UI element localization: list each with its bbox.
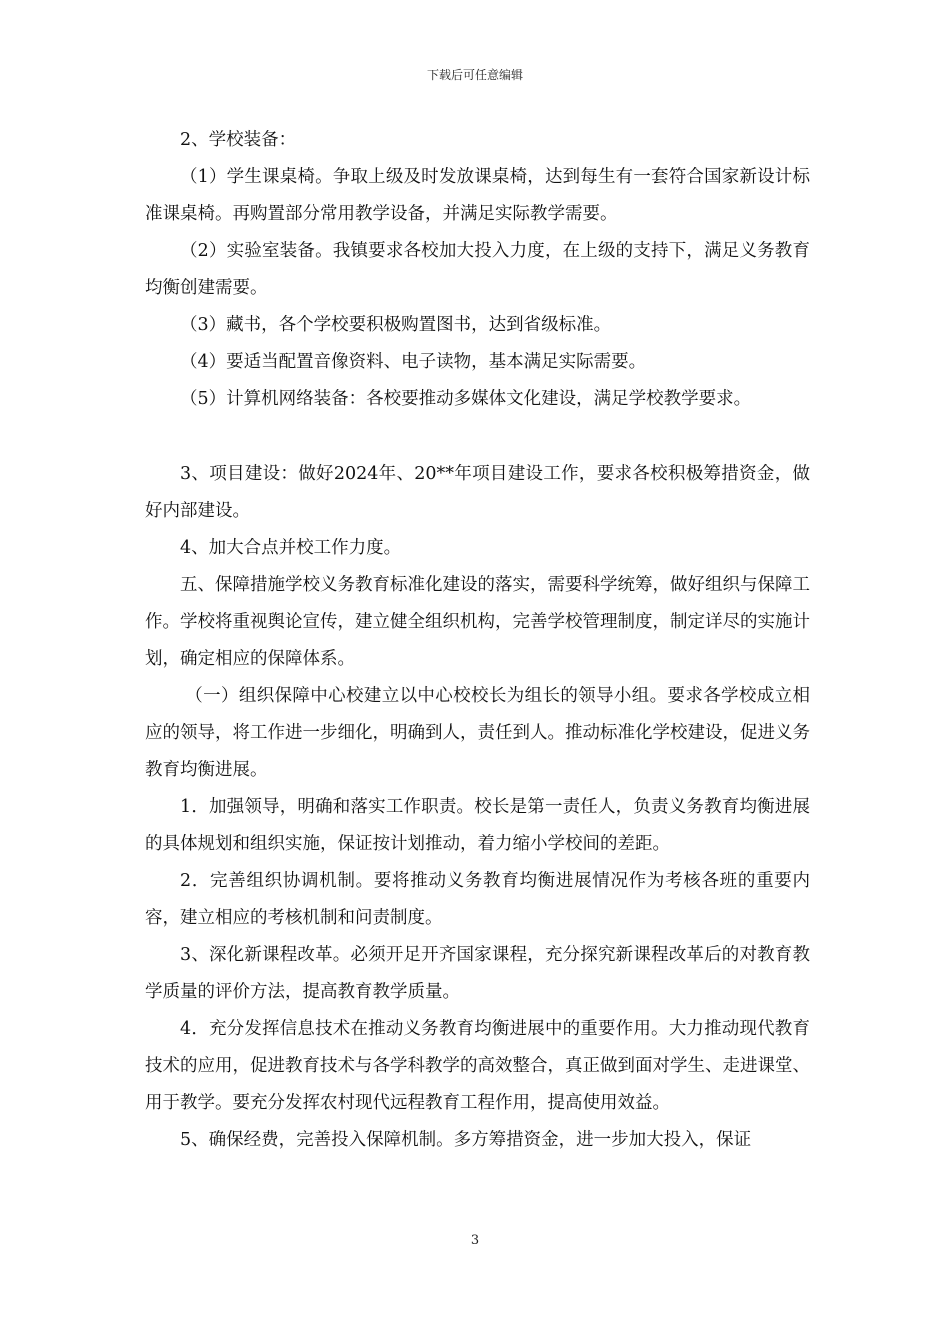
document-body bbox=[145, 122, 810, 1159]
blank-line bbox=[145, 418, 810, 456]
paragraph-laboratory: （2）实验室装备。我镇要求各校加大投入力度，在上级的支持下，满足义务教育均衡创建需要。 bbox=[145, 241, 810, 298]
paragraph-safeguard-measures: 五、保障措施学校义务教育标准化建设的落实，需要科学统筹，做好组织与保障工作。学校将重视舆论宣传，建立健全组织机构，完善学校管理制度，制定详尽的实施计划，确定相应的保障体系。 bbox=[145, 575, 810, 669]
paragraph-coordination: 2．完善组织协调机制。要将推动义务教育均衡进展情况作为考核各班的重要内容，建立相应的考核机制和问责制度。 bbox=[145, 871, 810, 928]
paragraph-computer-network: （5）计算机网络装备：各校要推动多媒体文化建设，满足学校教学要求。 bbox=[180, 389, 752, 409]
paragraph-information-technology: 4．充分发挥信息技术在推动义务教育均衡进展中的重要作用。大力推动现代教育技术的应用，促进教育技术与各学科教学的高效整合，真正做到面对学生、走进课堂、用于教学。要充分发挥农村现代远程教育工程作用，提高使用效益。 bbox=[145, 1019, 810, 1113]
paragraph-project-construction: 3、项目建设：做好2024年、20**年项目建设工作，要求各校积极筹措资金，做好内部建设。 bbox=[145, 464, 810, 521]
paragraph-school-equipment: 2、学校装备： bbox=[180, 130, 297, 150]
paragraph-desks-chairs: （1）学生课桌椅。争取上级及时发放课桌椅，达到每生有一套符合国家新设计标准课桌椅。再购置部分常用教学设备，并满足实际教学需要。 bbox=[145, 167, 810, 224]
paragraph-curriculum-reform: 3、深化新课程改革。必须开足开齐国家课程，充分探究新课程改革后的对教育教学质量的评价方法，提高教育教学质量。 bbox=[145, 945, 810, 1002]
paragraph-organization-guarantee: （一）组织保障中心校建立以中心校校长为组长的领导小组。要求各学校成立相应的领导，将工作进一步细化，明确到人，责任到人。推动标准化学校建设，促进义务教育均衡进展。 bbox=[145, 686, 810, 780]
page-header: 下载后可任意编辑 bbox=[426, 68, 523, 82]
paragraph-merge-schools: 4、加大合点并校工作力度。 bbox=[180, 538, 402, 558]
paragraph-books: （3）藏书，各个学校要积极购置图书，达到省级标准。 bbox=[180, 315, 612, 335]
paragraph-leadership: 1．加强领导，明确和落实工作职责。校长是第一责任人，负责义务教育均衡进展的具体规划和组织实施，保证按计划推动，着力缩小学校间的差距。 bbox=[145, 797, 810, 854]
page-number: 3 bbox=[470, 1233, 480, 1248]
paragraph-audio-video: （4）要适当配置音像资料、电子读物，基本满足实际需要。 bbox=[180, 352, 647, 372]
paragraph-funding: 5、确保经费，完善投入保障机制。多方筹措资金，进一步加大投入，保证 bbox=[180, 1130, 752, 1150]
